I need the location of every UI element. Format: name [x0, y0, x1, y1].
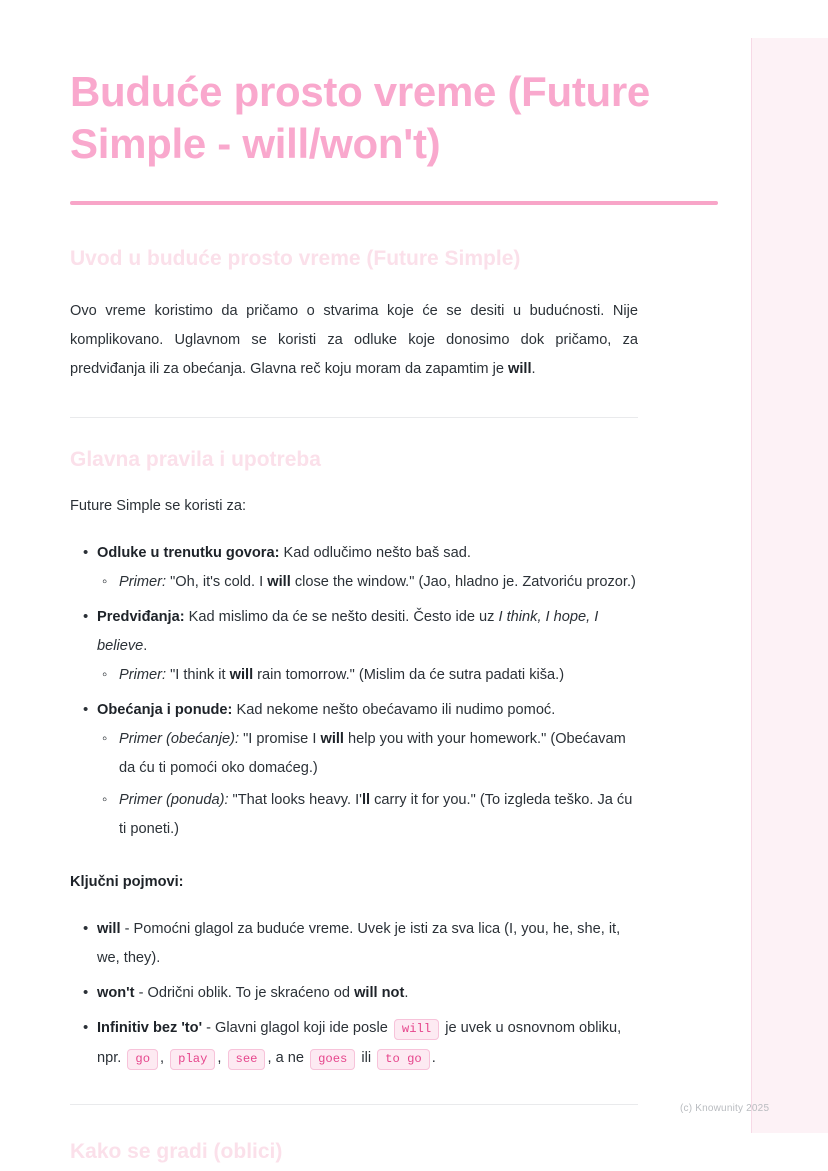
example-pre: "I think it [166, 667, 230, 683]
page-title: Buduće prosto vreme (Future Simple - will/won't) [70, 68, 650, 167]
key-terms-heading [70, 868, 638, 897]
code-chip-play: play [170, 1049, 215, 1070]
list-item [97, 568, 638, 597]
key-term-text: - Pomoćni glagol za buduće vreme. Uvek je isti za sva lica (I, you, he, she, it, we, they). [97, 921, 621, 966]
list-item [70, 603, 638, 690]
example-post: rain tomorrow." (Mislim da će sutra padati kiša.) [253, 667, 565, 683]
copyright-footer: (c) Knowunity 2025 [680, 1103, 770, 1114]
bullet-tail: . [143, 638, 148, 654]
key-term-bold: will not [354, 985, 405, 1001]
list-item [70, 539, 638, 597]
intro-paragraph-bold: will [508, 361, 532, 377]
intro-paragraph [70, 297, 638, 384]
sub-list [97, 568, 638, 597]
example-label: Primer: [119, 574, 167, 590]
code-chip-goes: goes [310, 1049, 355, 1070]
intro-paragraph-text: Ovo vreme koristimo da pričamo o stvarima koje će se desiti u budućnosti. Nije komplikovano. Uglavnom se koristi za odluke koje donosimo dok pričamo, za predviđanja ili za obećanja. Glavna reč koju moram da zapamtim je [70, 303, 638, 377]
code-chip-will: will [394, 1019, 439, 1040]
section-heading-rules: Glavna pravila i upotreba [70, 448, 321, 471]
bullet-term: Predviđanja: [97, 609, 185, 625]
rules-bullet-list [70, 539, 638, 844]
list-item [97, 786, 638, 844]
example-label: Primer (ponuda): [119, 792, 229, 808]
sub-list [97, 661, 638, 690]
section-heading-intro: Uvod u buduće prosto vreme (Future Simple) [70, 247, 521, 270]
code-chip-to-go: to go [377, 1049, 430, 1070]
bullet-text: Kad nekome nešto obećavamo ili nudimo pomoć. [232, 702, 556, 718]
example-bold: will [320, 731, 344, 747]
example-pre: "I promise I [239, 731, 321, 747]
list-item [70, 1014, 638, 1074]
decorative-side-band [751, 38, 828, 1133]
example-post: close the window." (Jao, hladno je. Zatvoriću prozor.) [290, 574, 636, 590]
key-term: won't [97, 985, 135, 1001]
key-terms-list [70, 915, 638, 1074]
rules-intro-line: Future Simple se koristi za: [70, 498, 246, 514]
key-term: will [97, 921, 121, 937]
example-bold: will [267, 574, 291, 590]
example-bold: will [229, 667, 254, 683]
key-terms-heading-text: Ključni pojmovi: [70, 874, 184, 890]
list-item [70, 979, 638, 1008]
example-post: help you with your homework." (Obećavam da ću ti pomoći oko domaćeg.) [119, 731, 626, 776]
key-term-text: - Odrični oblik. To je skraćeno od [134, 985, 355, 1001]
section-heading-forms: Kako se gradi (oblici) [70, 1140, 283, 1163]
bullet-term: Odluke u trenutku govora: [97, 545, 280, 561]
sub-list [97, 725, 638, 844]
list-item [70, 696, 638, 844]
code-chip-see: see [228, 1049, 266, 1070]
intro-paragraph-tail: . [531, 361, 536, 377]
key-term-seg: , a ne [267, 1050, 309, 1066]
key-term-seg: - Glavni glagol koji ide posle [202, 1020, 392, 1036]
key-term-tail: . [404, 985, 409, 1001]
example-post: carry it for you." (To izgleda teško. Ja ću ti poneti.) [119, 792, 633, 837]
bullet-italic: I think, I hope, I believe [97, 609, 599, 654]
list-item [97, 725, 638, 783]
code-chip-go: go [127, 1049, 158, 1070]
example-label: Primer: [119, 667, 167, 683]
key-term-seg: , [217, 1050, 226, 1066]
key-term-seg: ili [357, 1050, 376, 1066]
list-item [70, 915, 638, 973]
document-content [70, 66, 718, 1166]
key-term-seg: . [431, 1050, 436, 1066]
key-term-seg: je uvek u osnovnom obliku, npr. [97, 1020, 622, 1066]
example-pre: "That looks heavy. I' [228, 792, 362, 808]
example-pre: "Oh, it's cold. I [166, 574, 268, 590]
example-bold: ll [361, 792, 371, 808]
bullet-text: Kad odlučimo nešto baš sad. [279, 545, 471, 561]
example-label: Primer (obećanje): [119, 731, 240, 747]
key-term: Infinitiv bez 'to' [97, 1020, 203, 1036]
key-term-seg: , [160, 1050, 169, 1066]
bullet-term: Obećanja i ponude: [97, 702, 233, 718]
bullet-text: Kad mislimo da će se nešto desiti. Često ide uz [184, 609, 499, 625]
list-item [97, 661, 638, 690]
